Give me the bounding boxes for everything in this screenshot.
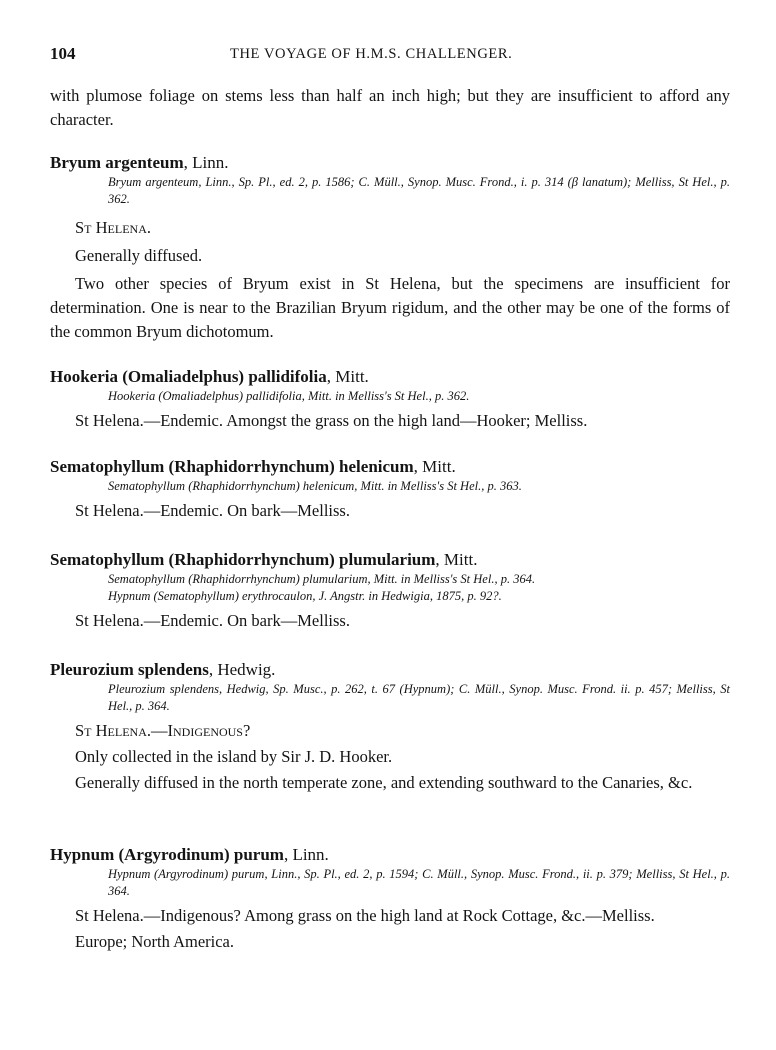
species-heading [50, 366, 730, 388]
species-name: Bryum argenteum [50, 153, 184, 172]
species-heading [50, 844, 730, 866]
species-entry [50, 659, 730, 795]
species-name: Sematophyllum (Rhaphidorrhynchum) helenicum [50, 457, 414, 476]
note-line: Generally diffused. [75, 246, 203, 265]
reference-line: Pleurozium splendens, Hedwig, Sp. Musc., p. 262, t. 67 (Hypnum); C. Müll., Synop. Musc. Frond. ii. p. 457; Melliss, St Hel., p. 364. [108, 682, 730, 713]
species-heading [50, 549, 730, 571]
reference-line: Bryum argenteum, Linn., Sp. Pl., ed. 2, p. 1586; C. Müll., Synop. Musc. Frond., i. p. 314 (β lanatum); Melliss, St Hel., p. 362. [108, 175, 730, 206]
species-name: Pleurozium splendens [50, 660, 209, 679]
note-paragraph: Generally diffused in the north temperate zone, and extending southward to the Canaries, &c. [75, 773, 693, 792]
reference-line: Hypnum (Sematophyllum) erythrocaulon, J. Angstr. in Hedwigia, 1875, p. 92?. [108, 589, 502, 603]
species-authority: , Hedwig. [208, 660, 276, 679]
locality-line: St Helena.—Indigenous? [75, 721, 251, 740]
running-title: THE VOYAGE OF H.M.S. CHALLENGER. [230, 46, 513, 62]
species-name: Hookeria (Omaliadelphus) pallidifolia [50, 367, 327, 386]
species-authority: , Mitt. [435, 550, 478, 569]
species-entry [50, 366, 730, 433]
reference-line: Sematophyllum (Rhaphidorrhynchum) helenicum, Mitt. in Melliss's St Hel., p. 363. [108, 479, 522, 493]
page-number: 104 [50, 44, 76, 63]
species-entry [50, 152, 730, 344]
reference-line: Hypnum (Argyrodinum) purum, Linn., Sp. Pl., ed. 2, p. 1594; C. Müll., Synop. Musc. Frond., ii. p. 379; Melliss, St Hel., p. 364. [108, 867, 730, 898]
locality-line: St Helena. [75, 218, 151, 237]
species-authority: , Mitt. [413, 457, 456, 476]
reference-line: Sematophyllum (Rhaphidorrhynchum) plumularium, Mitt. in Melliss's St Hel., p. 364. [108, 572, 536, 586]
note-line: Europe; North America. [75, 932, 234, 951]
species-entry [50, 549, 730, 633]
species-authority: , Linn. [183, 153, 229, 172]
note-line: Only collected in the island by Sir J. D. Hooker. [75, 747, 393, 766]
species-name: Sematophyllum (Rhaphidorrhynchum) plumularium [50, 550, 436, 569]
species-entry [50, 844, 730, 954]
note-paragraph: Two other species of Bryum exist in St Helena, but the specimens are insufficient for determination. One is near to the Brazilian Bryum rigidum, and the other may be one of the forms of the common Bryum dichotomum. [50, 274, 730, 341]
locality-line: St Helena.—Endemic. On bark—Melliss. [75, 501, 350, 520]
species-entry [50, 456, 730, 523]
locality-line: St Helena.—Endemic. Amongst the grass on the high land—Hooker; Melliss. [75, 411, 588, 430]
intro-text: with plumose foliage on stems less than half an inch high; but they are insufficient to afford any character. [50, 86, 730, 129]
species-name: Hypnum (Argyrodinum) purum [50, 845, 284, 864]
species-heading [50, 456, 730, 478]
intro-paragraph [50, 84, 730, 132]
species-authority: , Mitt. [326, 367, 369, 386]
reference-line: Hookeria (Omaliadelphus) pallidifolia, Mitt. in Melliss's St Hel., p. 362. [108, 389, 470, 403]
species-authority: , Linn. [283, 845, 329, 864]
species-heading [50, 152, 730, 174]
locality-paragraph: St Helena.—Indigenous? Among grass on the high land at Rock Cottage, &c.—Melliss. [75, 906, 655, 925]
locality-line: St Helena.—Endemic. On bark—Melliss. [75, 611, 350, 630]
species-heading [50, 659, 730, 681]
page-header [50, 44, 730, 66]
